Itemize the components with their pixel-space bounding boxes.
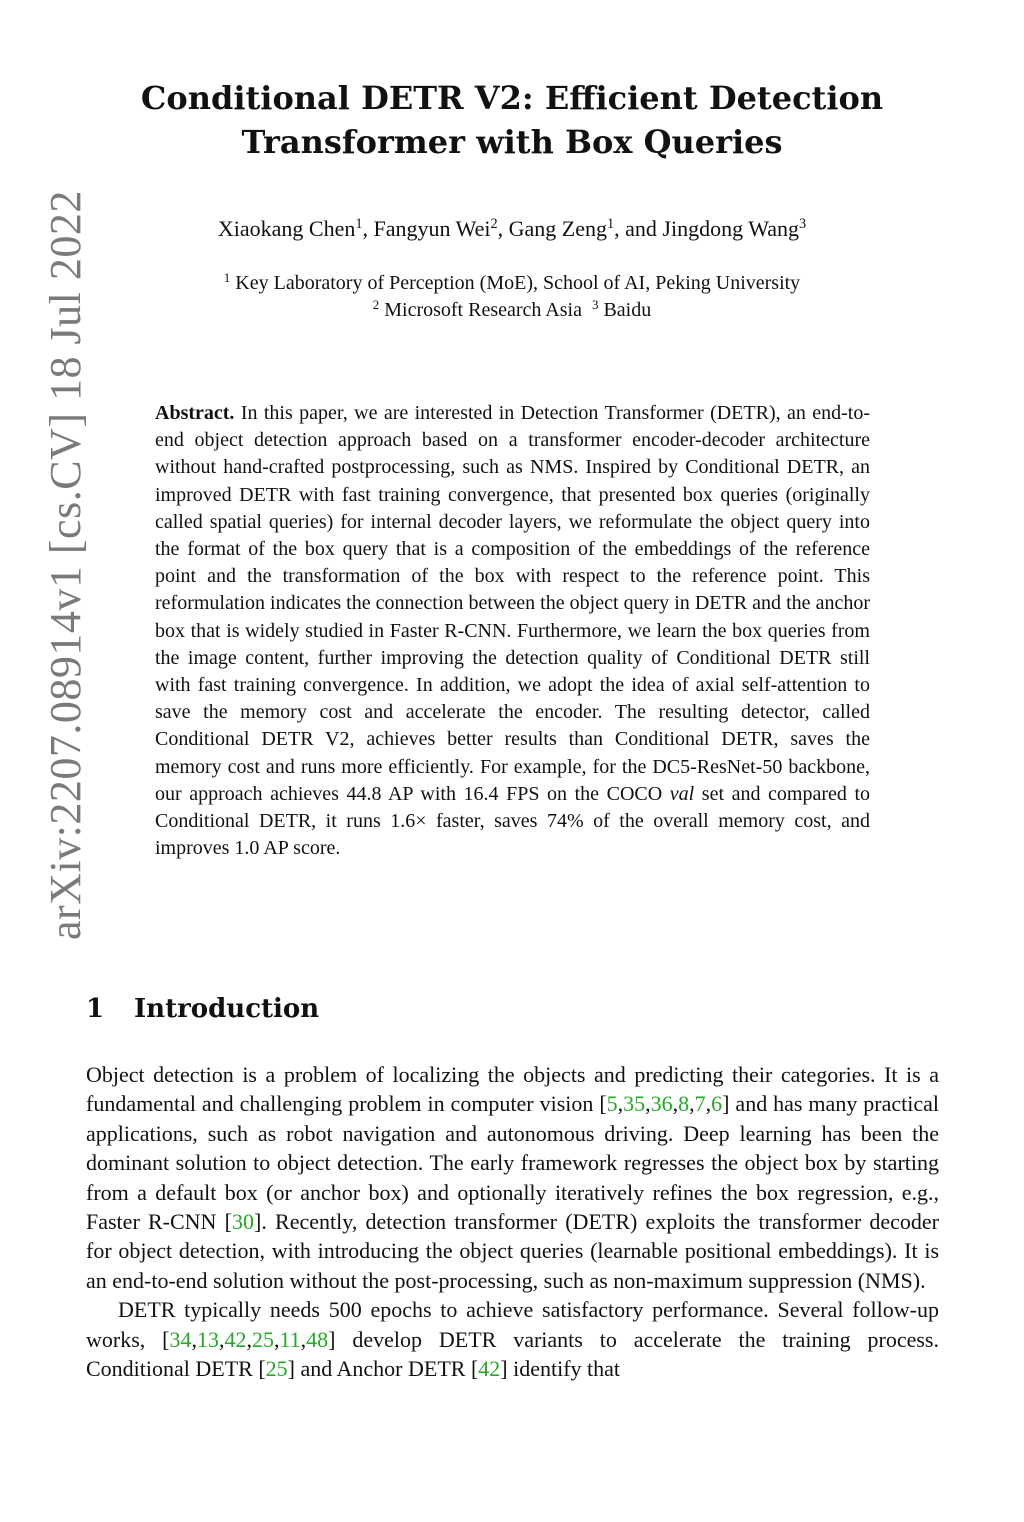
citation-link[interactable]: 7 [694,1091,706,1117]
citation-link[interactable]: 35 [623,1091,646,1117]
abstract-label: Abstract. [155,402,235,424]
paragraph-text: ]. Recently, detection transformer (DETR) exploits the transformer decoder for object detection, with introducing the object queries (learnable positional embeddings). It is an end-to-end solution without the post-processing, such as non-maximum suppression (NMS). [86,1209,939,1293]
body-text [86,1060,939,1383]
citation-link[interactable]: 36 [650,1091,673,1117]
section-number: 1 [86,994,105,1024]
citation-link[interactable]: 30 [232,1209,254,1235]
citation-link[interactable]: 6 [711,1091,723,1117]
title-line-2: Transformer with Box Queries [241,123,783,161]
author-affiliation-mark: 3 [798,216,807,233]
citation-link[interactable]: 25 [251,1326,274,1352]
author-separator: , and [614,216,663,241]
citation-link[interactable]: 42 [224,1326,247,1352]
citation-link[interactable]: 8 [678,1091,690,1117]
author-affiliation-mark: 2 [490,216,498,233]
arxiv-stamp: arXiv:2207.08914v1 [cs.CV] 18 Jul 2022 [41,190,90,940]
citation-link[interactable]: 42 [478,1356,501,1382]
title-line-1: Conditional DETR V2: Efficient Detection [140,79,884,117]
affiliation-mark: 1 [223,269,231,285]
paragraph-text: ] develop DETR variants to accelerate the training process. Conditional DETR [ [86,1326,939,1382]
citation-link[interactable]: 25 [265,1356,288,1382]
affiliation-text: Key Laboratory of Perception (MoE), School of AI, Peking University [235,272,801,294]
author-separator: , [362,216,374,241]
affiliation-line-2 [120,297,904,324]
abstract-val-term: val [669,782,695,805]
author-affiliation-mark: 1 [607,216,615,233]
section-heading [86,994,319,1024]
author-affiliation-mark: 1 [355,216,363,233]
author-name: Fangyun Wei [373,216,491,241]
paragraph-text: Object detection is a problem of localizing the objects and predicting their categories. It is a fundamental and challenging problem in computer vision [ [86,1062,939,1117]
paper-title [120,76,904,164]
affiliation-line-1 [120,270,904,297]
abstract [155,400,870,862]
citation-link[interactable]: 5 [606,1091,618,1117]
paragraph-text: ] and Anchor DETR [ [287,1356,479,1382]
abstract-text: In this paper, we are interested in Detection Transformer (DETR), an end-to-end object detection approach based on a transformer encoder-decoder architecture without hand-crafted postprocessing, such as NMS. Inspired by Conditional DETR, an improved DETR with fast training convergence, that presented box queries (originally called spatial queries) for internal decoder layers, we reformulate the object query into the format of the box query that is a composition of the embeddings of the reference point and the transformation of the box with respect to the reference point. This reformulation indicates the connection between the object query in DETR and the anchor box that is widely studied in Faster R-CNN. Furthermore, we learn the box queries from the image content, further improving the detection quality of Conditional DETR still with fast training convergence. In addition, we adopt the idea of axial self-attention to save the memory cost and accelerate the encoder. The resulting detector, called Conditional DETR V2, achieves better results than Conditional DETR, saves the memory cost and runs more efficiently. For example, for the DC5-ResNet-50 backbone, our approach achieves 44.8 AP with 16.4 FPS on the COCO [155,402,870,805]
citation-link[interactable]: 48 [306,1326,329,1352]
paragraph-2: DETR typically needs 500 epochs to achieve satisfactory performance. Several follow-up works, [34,13,42,25,11,48] develop DETR variants to accelerate the training process. Conditional DETR [25] and Anchor DETR [42] identify that [86,1297,939,1382]
paragraph-text: ] and has many practical applications, such as robot navigation and autonomous driving. Deep learning has been the dominant solution to object detection. The early framework regresses the object box by starting from a default box (or anchor box) and optionally iteratively refines the box regression, e.g., Faster R-CNN [ [86,1091,939,1235]
affiliation-mark: 3 [591,296,599,312]
affiliation-text: Microsoft Research Asia [384,299,582,321]
citation-link[interactable]: 11 [279,1326,301,1352]
author-name: Jingdong Wang [662,216,799,241]
abstract-text-end: set and compared to Conditional DETR, it runs 1.6× faster, saves 74% of the overall memory cost, and improves 1.0 AP score. [155,782,871,860]
author-name: Gang Zeng [508,216,607,241]
affiliation-mark: 2 [372,296,380,312]
section-title: Introduction [134,994,320,1024]
affiliations [120,270,904,324]
author-list [120,216,904,242]
paragraph-1: Object detection is a problem of localizing the objects and predicting their categories. It is a fundamental and challenging problem in computer vision [5,35,36,8,7,6] and has many practical applications, such as robot navigation and autonomous driving. Deep learning has been the dominant solution to object detection. The early framework regresses the object box by starting from a default box (or anchor box) and optionally iteratively refines the box regression, e.g., Faster R-CNN [30]. Recently, detection transformer (DETR) exploits the transformer decoder for object detection, with introducing the object queries (learnable positional embeddings). It is an end-to-end solution without the post-processing, such as non-maximum suppression (NMS). [86,1062,939,1293]
paragraph-text: ] identify that [500,1356,621,1382]
citation-link[interactable]: 13 [196,1326,219,1352]
author-separator: , [497,216,509,241]
affiliation-text: Baidu [603,299,652,321]
author-name: Xiaokang Chen [217,216,356,241]
paragraph-text: DETR typically needs 500 epochs to achieve satisfactory performance. Several follow-up works, [ [86,1297,939,1352]
citation-link[interactable]: 34 [169,1326,192,1352]
